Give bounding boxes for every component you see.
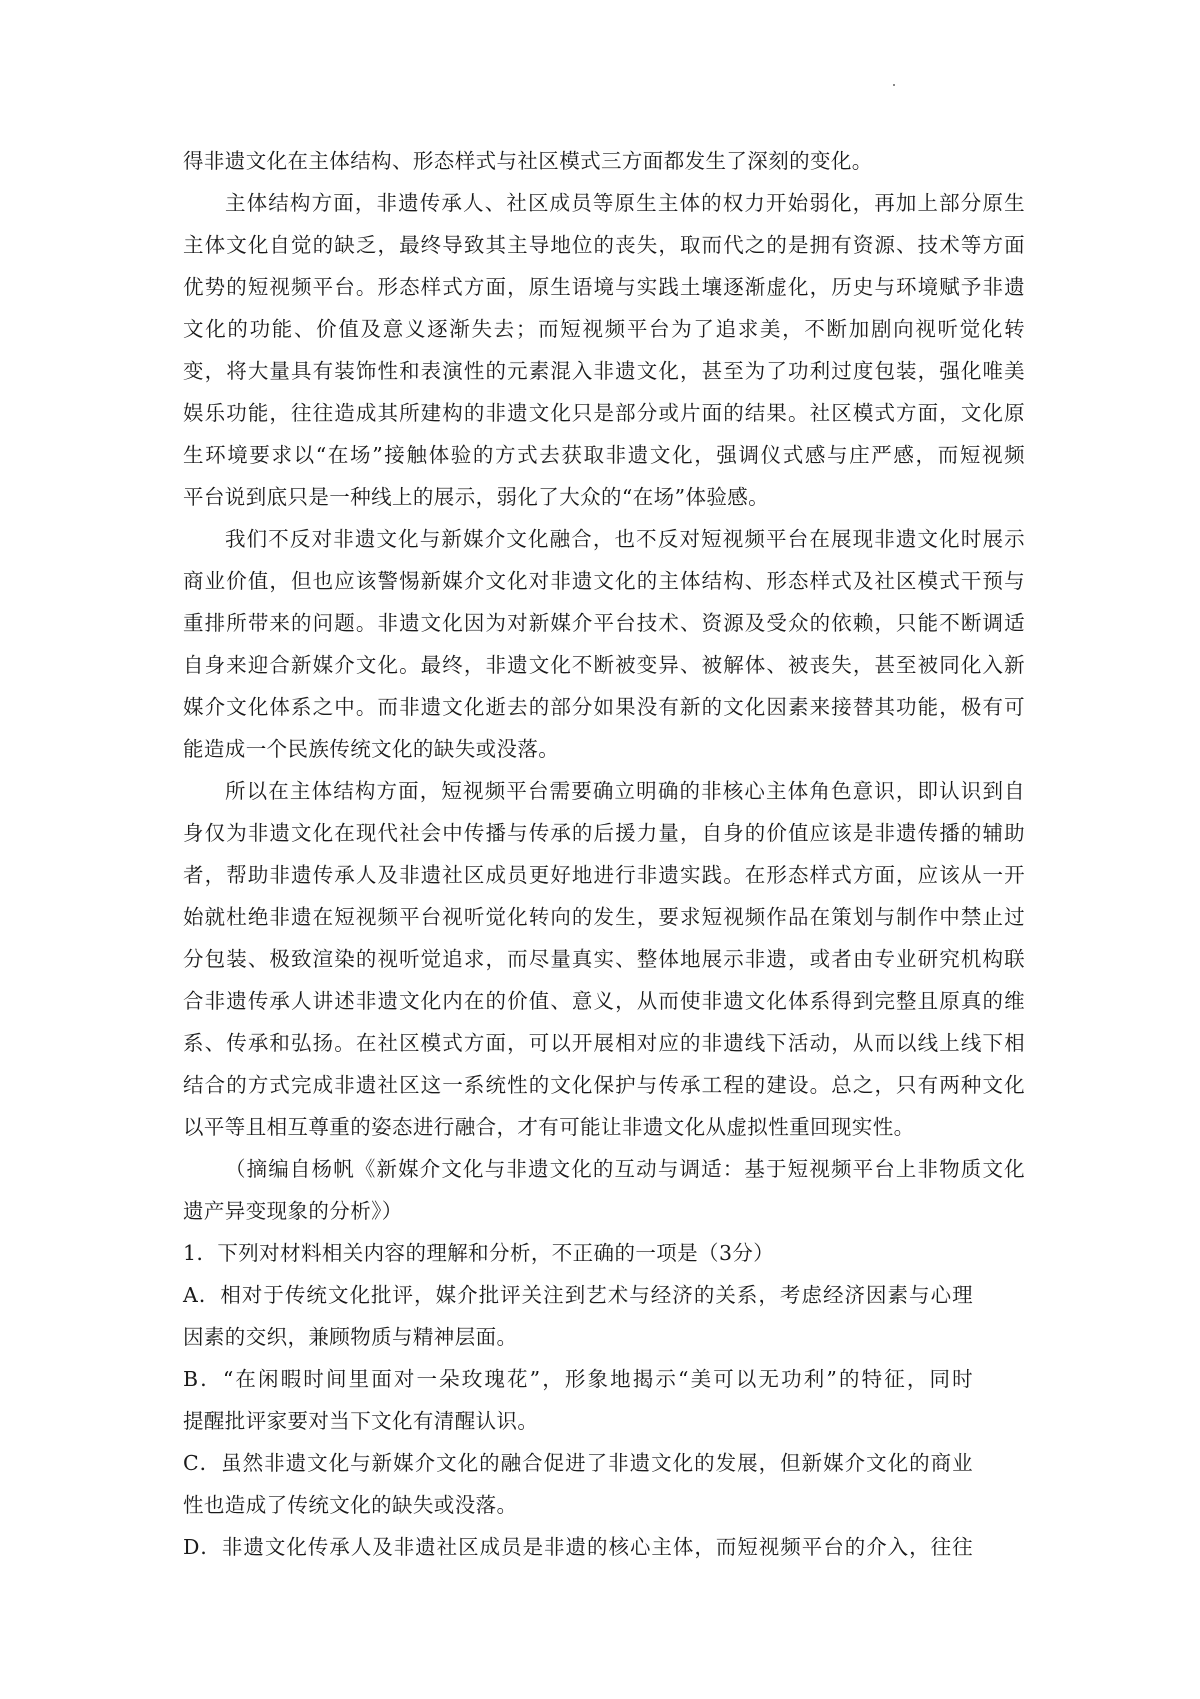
article-line: 分包装、极致渲染的视听觉追求，而尽量真实、整体地展示非遗，或者由专业研究机构联: [183, 947, 1025, 971]
article-line: 变，将大量具有装饰性和表演性的元素混入非遗文化，甚至为了功利过度包装，强化唯美: [183, 359, 1025, 383]
article-line: 以平等且相互尊重的姿态进行融合，才有可能让非遗文化从虚拟性重回现实性。: [183, 1115, 915, 1139]
article-line: 重排所带来的问题。非遗文化因为对新媒介平台技术、资源及受众的依赖，只能不断调适: [183, 611, 1025, 635]
article-line: 始就杜绝非遗在短视频平台视听觉化转向的发生，要求短视频作品在策划与制作中禁止过: [183, 905, 1025, 929]
article-line: 者，帮助非遗传承人及非遗社区成员更好地进行非遗实践。在形态样式方面，应该从一开: [183, 863, 1025, 887]
scan-dot: [893, 84, 895, 86]
article-line: 主体文化自觉的缺乏，最终导致其主导地位的丧失，取而代之的是拥有资源、技术等方面: [183, 233, 1025, 257]
option-b-cont: 提醒批评家要对当下文化有清醒认识。: [183, 1409, 539, 1433]
article-line: 优势的短视频平台。形态样式方面，原生语境与实践土壤逐渐虚化，历史与环境赋予非遗: [183, 275, 1025, 299]
article-line: 商业价值，但也应该警惕新媒介文化对非遗文化的主体结构、形态样式及社区模式干预与: [183, 569, 1025, 593]
source-citation: （摘编自杨帆《新媒介文化与非遗文化的互动与调适：基于短视频平台上非物质文化: [225, 1157, 1025, 1181]
article-line: 我们不反对非遗文化与新媒介文化融合，也不反对短视频平台在展现非遗文化时展示: [225, 527, 1025, 551]
option-b[interactable]: B．“在闲暇时间里面对一朵玫瑰花”，形象地揭示“美可以无功利”的特征，同时: [183, 1367, 973, 1391]
article-line: 能造成一个民族传统文化的缺失或没落。: [183, 737, 560, 761]
article-line: 系、传承和弘扬。在社区模式方面，可以开展相对应的非遗线下活动，从而以线上线下相: [183, 1031, 1025, 1055]
option-d[interactable]: D．非遗文化传承人及非遗社区成员是非遗的核心主体，而短视频平台的介入，往往: [183, 1535, 973, 1559]
question-stem: 1．下列对材料相关内容的理解和分析，不正确的一项是（3分）: [183, 1241, 775, 1265]
source-citation: 遗产异变现象的分析》）: [183, 1199, 403, 1223]
article-line: 得非遗文化在主体结构、形态样式与社区模式三方面都发生了深刻的变化。: [183, 149, 873, 173]
article-line: 文化的功能、价值及意义逐渐失去；而短视频平台为了追求美，不断加剧向视听觉化转: [183, 317, 1025, 341]
article-line: 媒介文化体系之中。而非遗文化逝去的部分如果没有新的文化因素来接替其功能，极有可: [183, 695, 1025, 719]
article-line: 所以在主体结构方面，短视频平台需要确立明确的非核心主体角色意识，即认识到自: [225, 779, 1025, 803]
option-a[interactable]: A．相对于传统文化批评，媒介批评关注到艺术与经济的关系，考虑经济因素与心理: [183, 1283, 973, 1307]
article-line: 娱乐功能，往往造成其所建构的非遗文化只是部分或片面的结果。社区模式方面，文化原: [183, 401, 1025, 425]
article-line: 结合的方式完成非遗社区这一系统性的文化保护与传承工程的建设。总之，只有两种文化: [183, 1073, 1025, 1097]
article-line: 自身来迎合新媒介文化。最终，非遗文化不断被变异、被解体、被丧失，甚至被同化入新: [183, 653, 1025, 677]
option-c-cont: 性也造成了传统文化的缺失或没落。: [183, 1493, 518, 1517]
page-content: [183, 140, 1025, 1568]
article-line: 主体结构方面，非遗传承人、社区成员等原生主体的权力开始弱化，再加上部分原生: [225, 191, 1025, 215]
option-c[interactable]: C．虽然非遗文化与新媒介文化的融合促进了非遗文化的发展，但新媒介文化的商业: [183, 1451, 973, 1475]
article-line: 合非遗传承人讲述非遗文化内在的价值、意义，从而使非遗文化体系得到完整且原真的维: [183, 989, 1025, 1013]
article-line: 身仅为非遗文化在现代社会中传播与传承的后援力量，自身的价值应该是非遗传播的辅助: [183, 821, 1025, 845]
option-a-cont: 因素的交织，兼顾物质与精神层面。: [183, 1325, 518, 1349]
article-line: 平台说到底只是一种线上的展示，弱化了大众的“在场”体验感。: [183, 485, 770, 509]
article-line: 生环境要求以“在场”接触体验的方式去获取非遗文化，强调仪式感与庄严感，而短视频: [183, 443, 1025, 467]
